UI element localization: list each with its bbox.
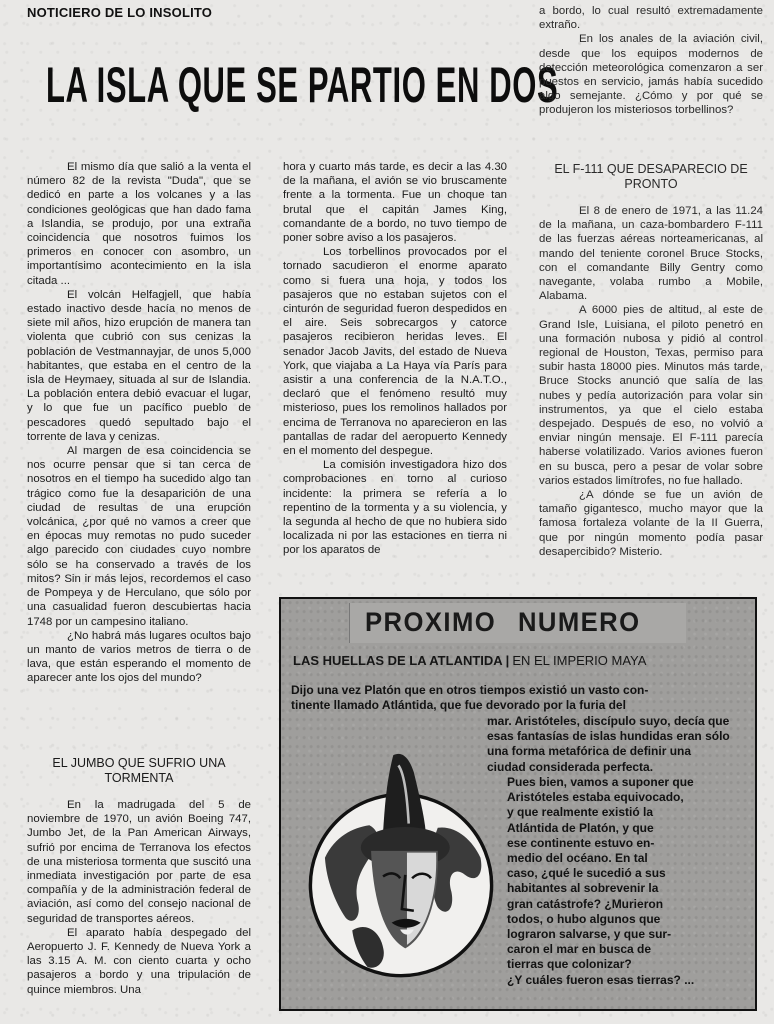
body-line: ¿Y cuáles fueron esas tierras? ... [507,972,695,987]
body-line: Pues bien, vamos a suponer que [507,775,694,789]
body-line: esas fantasías de islas hundidas eran sólo [487,729,730,744]
jumbo-story [27,798,251,997]
body-line: tinente llamado Atlántida, que fue devorado por la furia del [291,698,626,713]
subtitle-right: EN EL IMPERIO MAYA [512,653,647,668]
paragraph: Al margen de esa coincidencia se nos ocurre pensar que si tan cerca de nosotros en el tiempo ha sucedido algo tan trágico como fue la desaparición de una ciudad de resultas de una erupción volcánica, ¿por qué no vamos a creer que en épocas muy remotas no pudo suceder algo parecido con ciudades cuyo nombre sólo se ha conservado a través de los mitos? Sin ir más lejos, recordemos el caso de Pompeya y de Herculano, que sólo por una casualidad fueron descubiertas hacia 1748 por un campesino italiano. [27,445,251,628]
next-issue-body-narrow [507,775,745,988]
subtitle-left: LAS HUELLAS DE LA ATLANTIDA [293,653,503,668]
separator: | [505,653,510,668]
next-issue-body [291,683,745,713]
paragraph: La comisión investigadora hizo dos comprobaciones en torno al curioso incidente: la primera se refería a lo repentino de la tormenta y a su violencia, y la segunda al hecho de que no hubiera sido localizada ni por las estaciones en tierra ni por los aparatos de [283,459,507,557]
body-line: Atlántida de Platón, y que [507,820,654,835]
f111-subheading: EL F-111 QUE DESAPARECIO DE PRONTO [554,162,748,191]
next-issue-box [279,597,757,1011]
headline: LA ISLA QUE SE PARTIO EN DOS [46,57,559,113]
section-tag: NOTICIERO DE LO INSOLITO [27,5,213,20]
paragraph: A 6000 pies de altitud, al este de Grand Isle, Luisiana, el piloto penetró en una formación nubosa y pidió al control regional de Houston, Texas, permiso para subir hasta 18000 pies. Minutos más tarde, Bruce Stocks anunció que salía de las nubes y pedía autorización para volar sin instrumentos, ya que el cielo estaba despejado. Después de eso, no volvió a enviar ningún mensaje. El F-111 parecía haberse volatilizado. Varios aviones fueron en su busca, pero a pesar de volar sobre varios estados limítrofes, no fue hallado. [539,304,763,487]
paragraph: a bordo, lo cual resultó extremadamente extraño. [539,5,763,32]
body-line: caso, ¿qué le sucedió a sus [507,866,666,881]
paragraph: En la madrugada del 5 de noviembre de 1970, un avión Boeing 747, Jumbo Jet, de la Pan American Airways, sufrió por encima de Terranova los efectos de una misteriosa tormenta que suscitó una inmediata investigación por parte de esa compañía y de la administración federal de aviación, así como del consejo nacional de seguridad de transportes aéreos. [27,799,251,925]
paragraph: El mismo día que salió a la venta el número 82 de la revista "Duda", que se dedicó en parte a los volcanes y a las condiciones geológicas que han dado fama a Islandia, se produjo, por una extraña coincidencia que nosotros fuimos los primeros en conocer con asombro, un importantísimo acontecimiento en la isla citada ... [27,161,251,287]
paragraph: El 8 de enero de 1971, a las 11.24 de la mañana, un caza-bombardero F-111 de las fuerzas aéreas norteamericanas, al mando del teniente coronel Bruce Stocks, con el comandante Billy Gentry como navegante, volaba rumbo a Mobile, Alabama. [539,205,763,303]
body-line: y que realmente existió la [507,805,654,820]
paragraph: ¿A dónde se fue un avión de tamaño gigantesco, mucho mayor que la famosa fortaleza volante de la II Guerra, que por ningún momento podía pasar desapercibido? Misterio. [539,489,763,558]
next-issue-title: PROXIMO NUMERO [365,607,641,637]
f111-story [539,204,763,559]
body-line: ciudad considerada perfecta. [487,759,654,774]
body-line: habitantes al sobrevenir la [507,881,659,896]
paragraph: En los anales de la aviación civil, desde que los equipos modernos de detección meteorológica comenzaron a ser puestos en servicio, jamás había sucedido algo semejante. ¿Cómo y por qué se produjeron los misteriosos torbellinos? [539,33,763,117]
article-column-3 [539,4,763,118]
body-line: tierras que colonizar? [507,957,632,972]
body-line: lograron salvarse, y que sur- [507,927,672,942]
body-line: Dijo una vez Platón que en otros tiempos existió un vasto con- [291,683,649,697]
body-line: Aristóteles estaba equivocado, [507,790,684,805]
body-line: mar. Aristóteles, discípulo suyo, decía que [487,714,730,728]
body-line: todos, o hubo algunos que [507,911,661,926]
paragraph: ¿No habrá más lugares ocultos bajo un manto de varios metros de tierra o de lava, que están esperando el momento de aparecer ante los ojos del mundo? [27,629,251,685]
body-line: caron el mar en busca de [507,942,652,957]
body-line: una forma metafórica de definir una [487,744,692,759]
next-issue-body-right [487,714,745,775]
jumbo-subheading: EL JUMBO QUE SUFRIO UNA TORMENTA [52,756,226,785]
body-line: medio del océano. En tal [507,851,648,866]
paragraph: hora y cuarto más tarde, es decir a las 4.30 de la mañana, el avión se vio bruscamente frente a la tormenta. Fue un choque tan brutal que el capitán James King, comandante de a bordo, no tuvo tiempo de poner sobre aviso a los pasajeros. [283,161,507,245]
body-line: ese continente estuvo en- [507,835,655,850]
next-issue-subtitle [293,653,646,668]
paragraph: El volcán Helfagjell, que había estado inactivo desde hacía no menos de siete mil años, hizo erupción de manera tan violenta que cubrió con sus cenizas la población de Vestmannayjar, de unos 5,000 habitantes, que estaba en el centro de la isla de Heymaey, situada al sur de Islandia. La población entera debió evacuar el lugar, y lo que fue un pacífico pueblo de pescadores quedó sepultado bajo el torrente de lava y cenizas. [27,288,251,443]
article-column-1 [27,160,251,686]
paragraph: El aparato había despegado del Aeropuerto J. F. Kennedy de Nueva York a las 3.15 A. M. con ciento cuarta y ocho pasajeros a bordo y una tripulación de quince miembros. Una [27,926,251,996]
article-column-2 [283,160,507,558]
mayan-head-globe-illustration [301,727,501,997]
paragraph: Los torbellinos provocados por el tornado sacudieron el enorme aparato como si fuera una hoja, y todos los pasajeros que no estaban sujetos con el cinturón de seguridad fueron despedidos en el aire. Seis sobrecargos y catorce pasajeros recibieron heridas leves. El senador Jacob Javits, del estado de Nueva York, que viajaba a La Haya vía París para asistir a una conferencia de la N.A.T.O., declaró que el fenómeno resultó muy misterioso, pues los remolinos hallados por encima de Terranova no aparecieron en las pantallas de radar del aeropuerto Kennedy en el momento del despegue. [283,246,507,458]
headdress-shape [383,754,426,832]
body-line: gran catástrofe? ¿Murieron [507,896,664,911]
